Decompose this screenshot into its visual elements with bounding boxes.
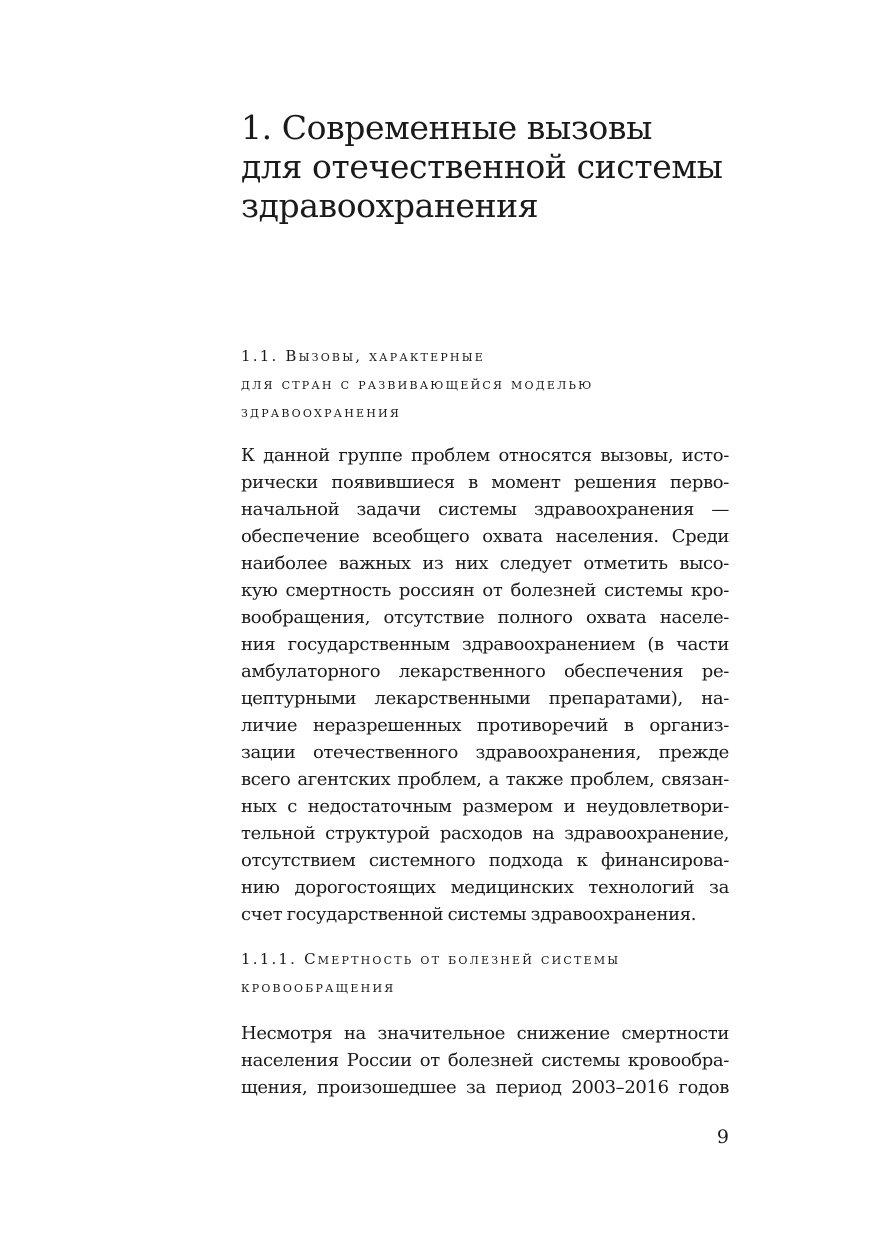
section-heading-1-1	[241, 342, 729, 426]
body-paragraph-1-1-1	[241, 1020, 729, 1101]
chapter-title-line: для отечественной системы	[241, 147, 723, 186]
paragraph-line: тельной структурой расходов на здравоохранение,	[241, 823, 729, 844]
paragraph-line: начальной задачи системы здравоохранения —	[241, 499, 729, 520]
paragraph-line: личие неразрешенных противоречий в организ-	[241, 715, 729, 736]
paragraph-line: цептурными лекарственными препаратами), на-	[241, 688, 729, 709]
section-heading-line: 1.1. Вызовы, характерные	[241, 347, 485, 365]
section-heading-line: для стран с развивающейся моделью	[241, 375, 594, 393]
paragraph-line: населения России от болезней системы кровообра-	[241, 1050, 729, 1071]
paragraph-line: кую смертность россиян от болезней системы кро-	[241, 580, 729, 601]
chapter-title-line: 1. Современные вызовы	[241, 108, 652, 147]
paragraph-line: щения, произошедшее за период 2003–2016 годов	[241, 1077, 729, 1098]
paragraph-line: ния государственным здравоохранением (в части	[241, 634, 729, 655]
section-heading-line: здравоохранения	[241, 403, 401, 421]
page-number: 9	[716, 1126, 729, 1148]
paragraph-line: отсутствием системного подхода к финансирова-	[241, 850, 729, 871]
chapter-title-line: здравоохранения	[241, 186, 539, 225]
paragraph-line: ных с недостаточным размером и неудовлетвори-	[241, 796, 729, 817]
paragraph-line: нию дорогостоящих медицинских технологий за	[241, 877, 729, 898]
paragraph-line: Несмотря на значительное снижение смертности	[241, 1023, 729, 1044]
paragraph-line: рически появившиеся в момент решения перво-	[241, 472, 729, 493]
paragraph-line: зации отечественного здравоохранения, прежде	[241, 742, 729, 763]
paragraph-line: К данной группе проблем относятся вызовы, исто-	[241, 445, 729, 466]
section-heading-1-1-1	[241, 945, 729, 1001]
paragraph-line: обеспечение всеобщего охвата населения. Среди	[241, 526, 729, 547]
section-heading-line: кровообращения	[241, 978, 396, 996]
paragraph-line: амбулаторного лекарственного обеспечения ре-	[241, 661, 729, 682]
chapter-title	[241, 108, 729, 225]
paragraph-line: всего агентских проблем, а также проблем, связан-	[241, 769, 729, 790]
section-heading-line: 1.1.1. Смертность от болезней системы	[241, 950, 621, 968]
paragraph-line: наиболее важных из них следует отметить высо-	[241, 553, 729, 574]
body-paragraph-1-1	[241, 442, 729, 928]
paragraph-line: счет государственной системы здравоохранения.	[241, 904, 697, 925]
paragraph-line: вообращения, отсутствие полного охвата населе-	[241, 607, 729, 628]
